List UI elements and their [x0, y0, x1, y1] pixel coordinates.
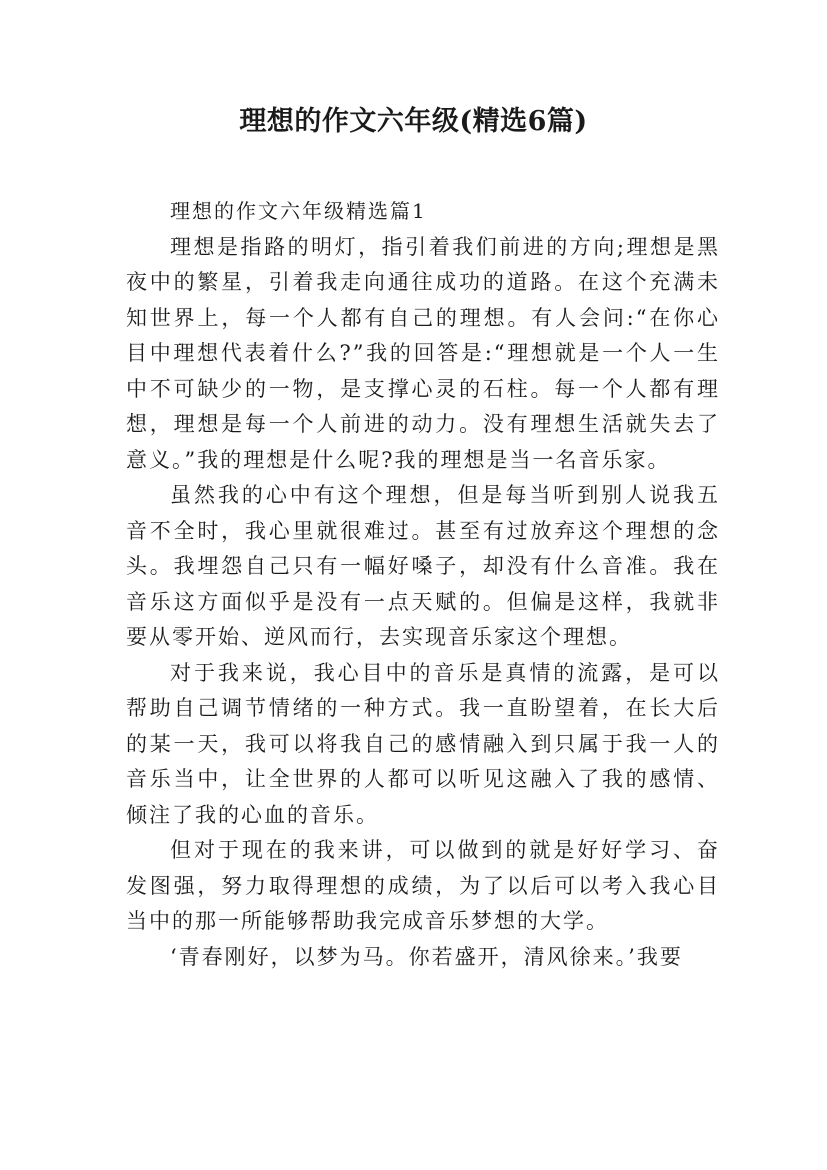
- document-title: 理想的作文六年级(精选6篇): [239, 106, 588, 137]
- paragraph-5: ‘青春刚好，以梦为马。你若盛开，清风徐来。’我要: [170, 944, 683, 969]
- paragraph-1: 理想是指路的明灯，指引着我们前进的方向;理想是黑夜中的繁星，引着我走向通往成功的道路。在这个充满未知世界上，每一个人都有自己的理想。有人会问:“在你心目中理想代表着什么?”我的回答是:“理想就是一个人一生中不可缺少的一物，是支撑心灵的石柱。每一个人都有理想，理想是每一个人前进的动力。没有理想生活就失去了意义。”我的理想是什么呢?我的理想是当一名音乐家。: [126, 234, 720, 472]
- paragraph-2: 虽然我的心中有这个理想，但是每当听到别人说我五音不全时，我心里就很难过。甚至有过放弃这个理想的念头。我埋怨自己只有一幅好嗓子，却没有什么音准。我在音乐这方面似乎是没有一点天赋的。但偏是这样，我就非要从零开始、逆风而行，去实现音乐家这个理想。: [126, 483, 720, 649]
- section-heading: 理想的作文六年级精选篇1: [170, 199, 427, 223]
- paragraph-4: 但对于现在的我来讲，可以做到的就是好好学习、奋发图强，努力取得理想的成绩，为了以后可以考入我心目当中的那一所能够帮助我完成音乐梦想的大学。: [126, 838, 720, 933]
- paragraph-3: 对于我来说，我心目中的音乐是真情的流露，是可以帮助自己调节情绪的一种方式。我一直盼望着，在长大后的某一天，我可以将我自己的感情融入到只属于我一人的音乐当中，让全世界的人都可以听见这融入了我的感情、倾注了我的心血的音乐。: [126, 660, 720, 827]
- document-body: [126, 194, 720, 975]
